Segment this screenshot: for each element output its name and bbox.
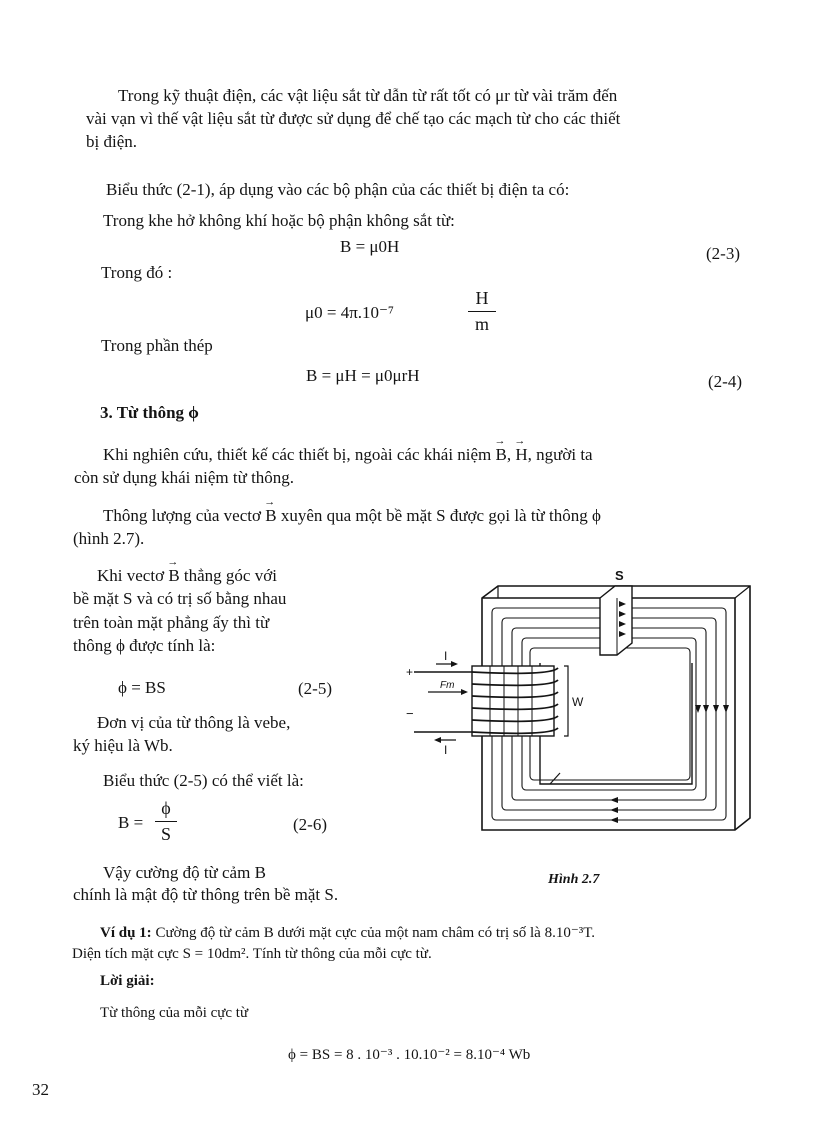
left-col-line2: bề mặt S và có trị số bằng nhau — [73, 589, 287, 608]
flux-arrows-bottom — [610, 797, 618, 823]
eq-2-6-denominator: S — [160, 824, 171, 844]
flux-arrows-right — [695, 705, 729, 713]
trong-do: Trong đó : — [101, 263, 173, 282]
mu0-unit-denominator: m — [474, 314, 489, 334]
para3-line1: Khi nghiên cứu, thiết kế các thiết bị, ngoài các khái niệm → B, → H, người ta — [103, 444, 593, 465]
fraction-bar — [468, 311, 496, 312]
arrow — [461, 689, 468, 695]
left-col-line6: ký hiệu là Wb. — [73, 736, 173, 755]
para3-line2: còn sử dụng khái niệm từ thông. — [74, 468, 295, 487]
left-col-line4: thông ϕ được tính là: — [73, 636, 216, 655]
eq-2-5: ϕ = BS — [118, 678, 166, 697]
arrow — [723, 705, 729, 713]
arrow — [434, 737, 441, 743]
left-col-line5: Đơn vị của từ thông là vebe, — [97, 713, 291, 732]
arrow — [451, 661, 458, 667]
eq-2-6-number: (2-6) — [293, 815, 327, 834]
mu0-formula: μ0 = 4π.10⁻⁷ — [305, 303, 394, 322]
surface-s-plate — [600, 586, 632, 655]
example-line1: Ví dụ 1: Cường độ từ cảm B dưới mặt cực của một nam châm có trị số là 8.10⁻³T. — [100, 925, 596, 941]
label-minus: − — [406, 706, 414, 721]
para1-line3: bị điện. — [86, 132, 137, 151]
vector-b: → B — [265, 505, 276, 526]
coil-body — [472, 666, 554, 736]
left-col-line7: Biểu thức (2-5) có thể viết là: — [103, 771, 304, 790]
eq-2-6-lhs: B = — [118, 813, 144, 832]
eq-2-5-number: (2-5) — [298, 679, 332, 698]
section-3-heading: 3. Từ thông ϕ — [100, 403, 199, 422]
example-line3: Từ thông của mỗi cực từ — [100, 1005, 249, 1021]
eq-2-4: B = μH = μ0μrH — [306, 366, 420, 385]
eq-2-6-fraction — [155, 798, 177, 845]
eq-2-6-numerator: ϕ — [161, 798, 171, 818]
vector-b: → B — [496, 444, 507, 465]
label-w: W — [572, 695, 584, 709]
example-line2: Diện tích mặt cực S = 10dm². Tính từ thông của mỗi cực từ. — [72, 946, 432, 962]
left-col-line3: trên toàn mặt phẳng ấy thì từ — [73, 613, 270, 632]
arrow — [610, 797, 618, 803]
label-plus: + — [406, 665, 414, 679]
label-fm: Fm — [440, 680, 455, 691]
left-col-line1: Khi vectơ → B thẳng góc với — [97, 565, 277, 586]
label-s: S — [615, 568, 624, 583]
eq-2-3-number: (2-3) — [706, 244, 740, 263]
mu0-unit-fraction — [468, 288, 496, 335]
arrow — [610, 817, 618, 823]
trong-phan-thep: Trong phần thép — [101, 336, 213, 355]
left-col-line8: Vậy cường độ từ cảm B — [103, 863, 266, 882]
core-window — [540, 663, 692, 784]
eq-2-4-number: (2-4) — [708, 372, 742, 391]
magnetic-circuit-figure — [400, 568, 760, 848]
example-label: Ví dụ 1: — [100, 925, 152, 941]
label-i-top: I — [444, 649, 448, 663]
para2-line2: Trong khe hở không khí hoặc bộ phận không sắt từ: — [103, 211, 455, 230]
vector-h: → H — [515, 444, 527, 465]
left-col-line9: chính là mật độ từ thông trên bề mặt S. — [73, 885, 339, 904]
figure-caption: Hình 2.7 — [548, 872, 600, 887]
arrow — [713, 705, 719, 713]
page-number: 32 — [32, 1080, 49, 1099]
para2-line1: Biểu thức (2-1), áp dụng vào các bộ phận của các thiết bị điện ta có: — [106, 180, 570, 199]
w-bracket — [564, 666, 568, 736]
vector-b: → B — [168, 565, 179, 586]
label-i-bottom: I — [444, 743, 448, 757]
para1-line1: Trong kỹ thuật điện, các vật liệu sắt từ dẫn từ rất tốt có μr từ vài trăm đến — [118, 86, 618, 105]
core-window-edge — [550, 773, 560, 784]
arrow — [703, 705, 709, 713]
coil — [472, 666, 558, 736]
para4-line1: Thông lượng của vectơ → B xuyên qua một bề mặt S được gọi là từ thông ϕ — [103, 505, 601, 526]
fraction-bar — [155, 821, 177, 822]
arrow — [610, 807, 618, 813]
eq-2-3: B = μ0H — [340, 237, 400, 256]
solution-label: Lời giải: — [100, 973, 155, 989]
example-result: ϕ = BS = 8 . 10⁻³ . 10.10⁻² = 8.10⁻⁴ Wb — [288, 1047, 531, 1063]
mu0-unit-numerator: H — [475, 288, 489, 308]
para4-line2: (hình 2.7). — [73, 529, 145, 548]
para1-line2: vài vạn vì thế vật liệu sắt từ được sử dụng để chế tạo các mạch từ cho các thiết — [86, 109, 621, 128]
